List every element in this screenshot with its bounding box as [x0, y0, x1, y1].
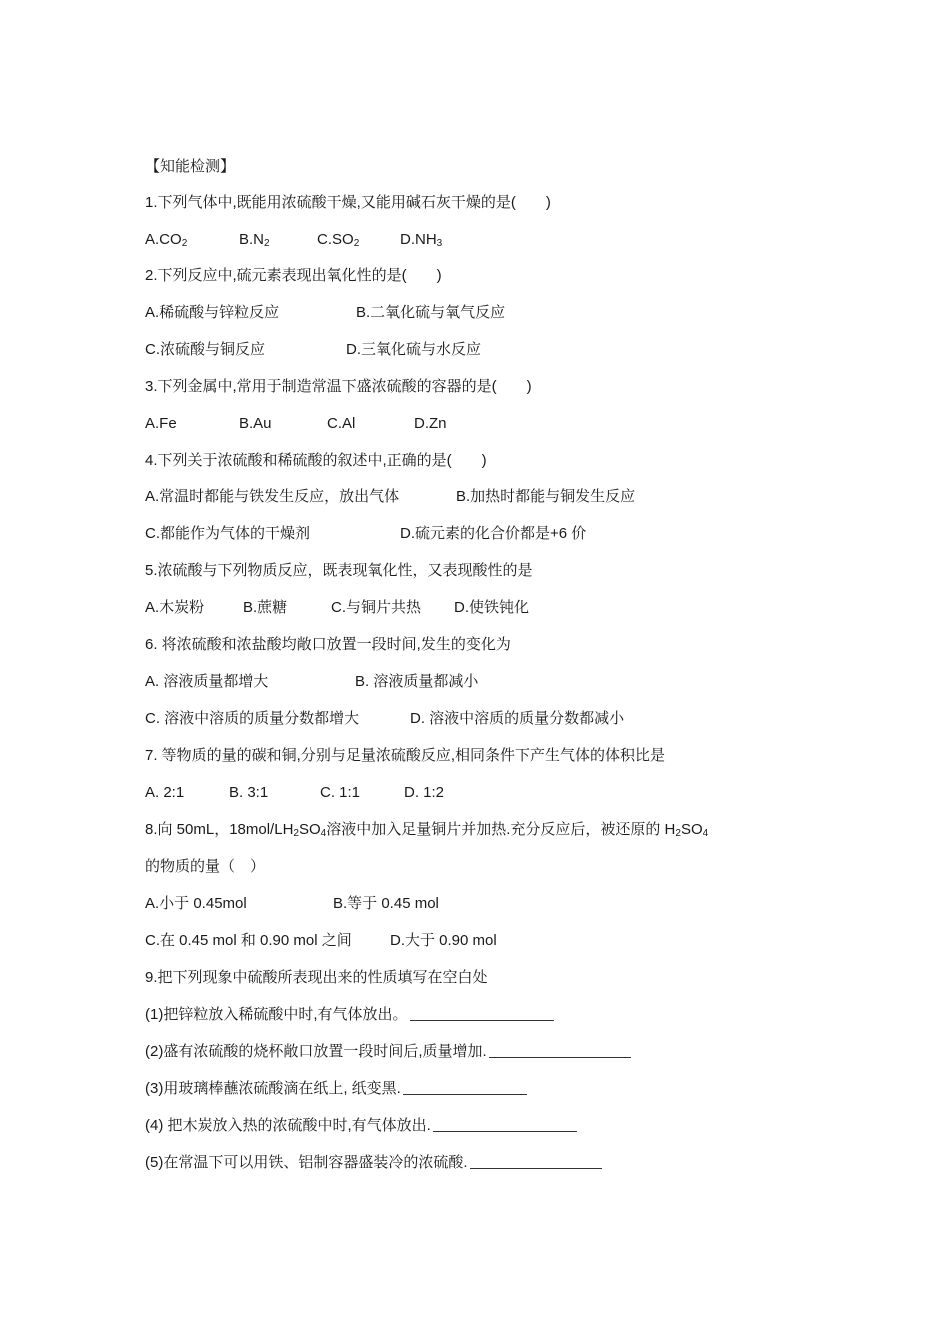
- option-b: B. 溶液质量都减小: [355, 673, 479, 690]
- option-b: B.加热时都能与铜发生反应: [456, 488, 636, 505]
- question-1-options: [145, 230, 745, 250]
- option-a: A.常温时都能与铁发生反应，放出气体: [145, 488, 400, 505]
- option-b: B.Au: [239, 415, 272, 432]
- question-9-item-5: (5)在常温下可以用铁、铝制容器盛装冷的浓硫酸.: [145, 1153, 602, 1173]
- option-c: C.在 0.45 mol 和 0.90 mol 之间: [145, 932, 352, 949]
- question-2-stem: 2.下列反应中,硫元素表现出氧化性的是( ): [145, 267, 442, 284]
- option-a: A.小于 0.45mol: [145, 895, 247, 912]
- option-a: A.木炭粉: [145, 599, 205, 616]
- option-a: $A.CO_2$: [145, 231, 188, 249]
- option-a: A.稀硫酸与锌粒反应: [145, 304, 280, 321]
- question-3-options: [145, 414, 745, 434]
- option-d: D. 溶液中溶质的质量分数都减小: [410, 710, 625, 727]
- option-b: $B.N_2$: [239, 231, 270, 249]
- question-8-options-row1: [145, 894, 745, 914]
- answer-blank[interactable]: [410, 1006, 554, 1021]
- question-5-options: [145, 598, 745, 618]
- option-d: D.三氧化硫与水反应: [346, 341, 482, 358]
- answer-blank[interactable]: [433, 1117, 577, 1132]
- question-6-stem: 6. 将浓硫酸和浓盐酸均敞口放置一段时间,发生的变化为: [145, 636, 511, 653]
- option-a: A. 2:1: [145, 784, 185, 801]
- option-a: A.Fe: [145, 415, 177, 432]
- question-9-item-1: (1)把锌粒放入稀硫酸中时,有气体放出。: [145, 1005, 554, 1025]
- option-b: B.二氧化硫与氧气反应: [356, 304, 506, 321]
- answer-blank[interactable]: [403, 1080, 527, 1095]
- question-9-item-3: (3)用玻璃棒蘸浓硫酸滴在纸上, 纸变黑.: [145, 1079, 527, 1099]
- option-d: D.硫元素的化合价都是+6 价: [400, 525, 587, 542]
- question-8-stem-continued: 的物质的量（ ）: [145, 858, 266, 875]
- option-a: A. 溶液质量都增大: [145, 673, 269, 690]
- option-c: C.与铜片共热: [331, 599, 422, 616]
- option-d: D.Zn: [414, 415, 447, 432]
- answer-blank[interactable]: [489, 1043, 631, 1058]
- question-4-stem: 4.下列关于浓硫酸和稀硫酸的叙述中,正确的是( ): [145, 452, 487, 469]
- option-c: $C.SO_2$: [317, 231, 360, 249]
- question-2-options-row1: [145, 303, 745, 323]
- option-c: C.Al: [327, 415, 356, 432]
- option-c: C. 1:1: [320, 784, 361, 801]
- option-c: C.浓硫酸与铜反应: [145, 341, 266, 358]
- answer-blank[interactable]: [470, 1154, 602, 1169]
- question-8-stem: 8.向 50mL，$18mol/LH_2SO_4$溶液中加入足量铜片并加热.充分反应后，被还原的 $H_2SO_4$: [145, 821, 709, 839]
- question-8-options-row2: [145, 931, 745, 951]
- option-c: C.都能作为气体的干燥剂: [145, 525, 311, 542]
- question-9-item-2: (2)盛有浓硫酸的烧杯敞口放置一段时间后,质量增加.: [145, 1042, 631, 1062]
- option-b: B. 3:1: [229, 784, 269, 801]
- option-d: D. 1:2: [404, 784, 445, 801]
- question-4-options-row2: [145, 524, 745, 544]
- question-2-options-row2: [145, 340, 745, 360]
- option-c: C. 溶液中溶质的质量分数都增大: [145, 710, 360, 727]
- option-d: $D.NH_3$: [400, 231, 443, 249]
- question-6-options-row1: [145, 672, 745, 692]
- question-7-options: [145, 783, 745, 803]
- question-4-options-row1: [145, 487, 745, 507]
- question-6-options-row2: [145, 709, 745, 729]
- section-title: 【知能检测】: [145, 158, 236, 175]
- option-d: D.大于 0.90 mol: [390, 932, 497, 949]
- option-b: B.等于 0.45 mol: [333, 895, 439, 912]
- question-9-stem: 9.把下列现象中硫酸所表现出来的性质填写在空白处: [145, 969, 488, 986]
- option-d: D.使铁钝化: [454, 599, 530, 616]
- option-b: B.蔗糖: [243, 599, 288, 616]
- question-1-stem: 1.下列气体中,既能用浓硫酸干燥,又能用碱石灰干燥的是( ): [145, 194, 551, 211]
- question-5-stem: 5.浓硫酸与下列物质反应，既表现氧化性，又表现酸性的是: [145, 562, 533, 579]
- question-3-stem: 3.下列金属中,常用于制造常温下盛浓硫酸的容器的是( ): [145, 378, 532, 395]
- question-9-item-4: (4) 把木炭放入热的浓硫酸中时,有气体放出.: [145, 1116, 577, 1136]
- question-7-stem: 7. 等物质的量的碳和铜,分别与足量浓硫酸反应,相同条件下产生气体的体积比是: [145, 747, 666, 764]
